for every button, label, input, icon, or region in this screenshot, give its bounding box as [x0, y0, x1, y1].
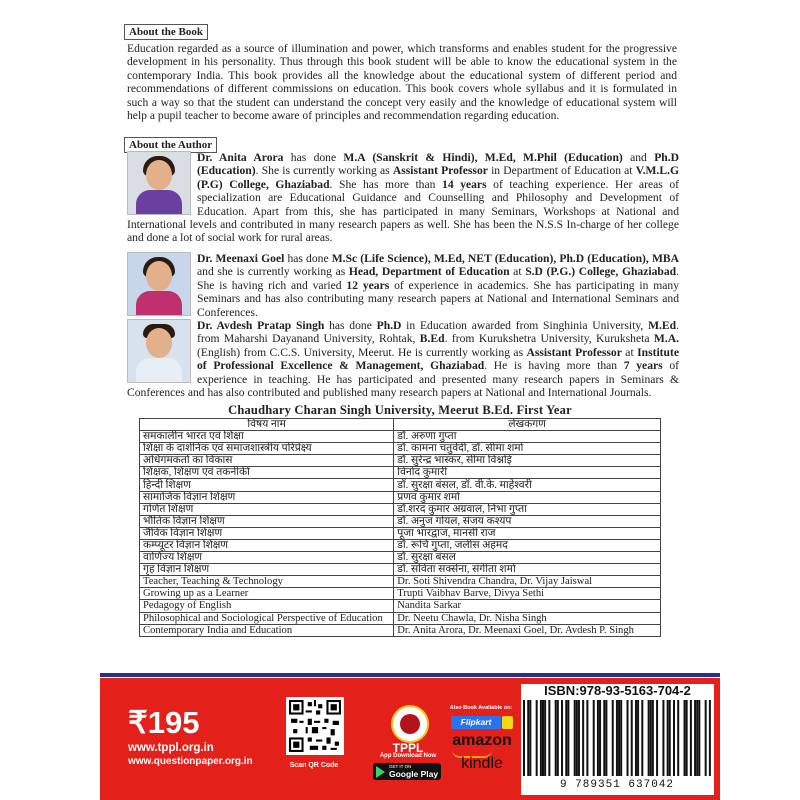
barcode-bar — [544, 700, 546, 776]
isbn: ISBN:978-93-5163-704-2 — [544, 683, 691, 698]
barcode-bar — [648, 700, 650, 776]
barcode-bar — [686, 700, 688, 776]
authors-cell: Dr. Soti Shivendra Chandra, Dr. Vijay Jaiswal — [394, 576, 661, 588]
subject-cell: Pedagogy of English — [140, 600, 394, 612]
qr-code-icon — [289, 700, 341, 752]
subject-cell: अधिगमकर्ता का विकास — [140, 455, 394, 467]
also-available-label: Also Book Available on: — [449, 705, 513, 711]
subject-cell: शिक्षा के दार्शनिक एवं समाजशास्त्रीय परिप्रेक्ष्य — [140, 443, 394, 455]
table-header-row — [140, 419, 661, 431]
barcode-bar — [637, 700, 639, 776]
barcode-bar — [540, 700, 542, 776]
authors-cell: डॉ.शरद कुमार अग्रवाल, निभा गुप्ता — [394, 503, 661, 515]
barcode-bar — [523, 700, 525, 776]
subject-cell: Teacher, Teaching & Technology — [140, 576, 394, 588]
authors-cell: डॉ. अरुणा गुप्ता — [394, 431, 661, 443]
barcode-bar — [684, 700, 686, 776]
barcode-bar — [593, 700, 595, 776]
website-link[interactable]: www.tppl.org.in — [128, 742, 214, 754]
column-header: लेखकगण — [394, 419, 661, 431]
subject-cell: जैविक विज्ञान शिक्षण — [140, 527, 394, 539]
table-row — [140, 564, 661, 576]
table-row — [140, 539, 661, 551]
barcode-bar — [669, 700, 671, 776]
barcode-bar — [555, 700, 557, 776]
authors-cell: डॉ. सुरेन्द्र भास्कर, सीमा विश्नोई — [394, 455, 661, 467]
barcode-bar — [574, 700, 576, 776]
authors-cell: Dr. Anita Arora, Dr. Meenaxi Goel, Dr. Avdesh P. Singh — [394, 624, 661, 636]
author-name: Dr. Meenaxi Goel — [197, 252, 285, 265]
authors-cell: विनोद कुमारी — [394, 467, 661, 479]
publisher-name: TPPL — [392, 741, 424, 755]
table-row — [140, 503, 661, 515]
subject-cell: Contemporary India and Education — [140, 624, 394, 636]
kindle-logo[interactable]: kindle — [461, 755, 503, 772]
barcode-bar — [618, 700, 620, 776]
barcode-bar — [548, 700, 550, 776]
barcode-bar — [635, 700, 637, 776]
barcode-bar — [650, 700, 652, 776]
barcode-bar — [656, 700, 658, 776]
authors-cell: डॉ. सुरक्षा बंसल, डॉ. वी.के. माहेश्वरी — [394, 479, 661, 491]
table-row — [140, 588, 661, 600]
table-row — [140, 455, 661, 467]
barcode-bar — [582, 700, 584, 776]
website-link[interactable]: www.questionpaper.org.in — [128, 756, 253, 767]
subject-cell: वाणिज्य शिक्षण — [140, 552, 394, 564]
barcode-bar — [565, 700, 567, 776]
barcode-bar — [603, 700, 605, 776]
barcode-number: 9 789351 637042 — [559, 779, 675, 791]
authors-cell: Dr. Neetu Chawla, Dr. Nisha Singh — [394, 612, 661, 624]
barcode-bar — [612, 700, 614, 776]
subject-cell: गृह विज्ञान शिक्षण — [140, 564, 394, 576]
table-row — [140, 576, 661, 588]
authors-cell: डॉ. रूचि गुप्ता, जलीस अहमद — [394, 539, 661, 551]
barcode-bar — [627, 700, 629, 776]
table-row — [140, 443, 661, 455]
table-row — [140, 624, 661, 636]
author-meenaxi-goel: Dr. Meenaxi Goel has done M.Sc (Life Science), M.Ed, NET (Education), Ph.D (Education), MBA and she is currently working as Head, Department of Education at S.D (P.G.) College, Ghaziabad. She is having rich and varied 12 years of experience in academics. She has participating in many Seminars and has also contributing many research papers at National and International Seminars and Conferences. — [127, 252, 679, 319]
google-play-button[interactable]: GET IT ON Google Play — [373, 763, 441, 780]
authors-cell: Trupti Vaibhav Barve, Divya Sethi — [394, 588, 661, 600]
about-author-heading: About the Author — [124, 137, 217, 153]
barcode-bar — [586, 700, 588, 776]
column-header: विषय नाम — [140, 419, 394, 431]
authors-cell: डॉ. सविता सक्सेना, संगीता शर्मा — [394, 564, 661, 576]
author-avdesh-singh: Dr. Avdesh Pratap Singh has done Ph.D in Education awarded from Singhinia University, M.Ed. from Maharshi Dayanand University, Rohtak, B.Ed. from Kurukshetra University, Kuruksheta M.A. (English) from C.C.S. University, Meerut. He is currently working as Assistant Professor at Institute of Professional Excellence & Management, Ghaziabad. He is having more than 7 years of experience in teaching. He has participated and presented many research papers in Seminars & Conferences and has also contributed and published many research papers at National and International Journals. — [127, 319, 680, 400]
syllabus-table — [139, 418, 661, 637]
about-book-text: Education regarded as a source of illumination and power, which transforms and enables student for the progressive development in his personality. Thus through this book student will be able to know the educational system in the contemporary India. This book provides all the knowledge about the educational system of different period and recommendations of different commissions on education. This book covers whole syllabus and it is formulated in such a way so that the student can understand the concept very easily and the knowledge of educational system will help a pupil teacher to become aware of principles and recommendation regarding education. — [127, 42, 677, 123]
table-row — [140, 527, 661, 539]
subject-cell: सामाजिक विज्ञान शिक्षण — [140, 491, 394, 503]
barcode-bar — [561, 700, 563, 776]
subject-cell: शिक्षक, शिक्षण एवं तकनीकी — [140, 467, 394, 479]
play-store-icon — [376, 766, 385, 778]
barcode-bar — [641, 700, 643, 776]
table-row — [140, 515, 661, 527]
subject-cell: हिन्दी शिक्षण — [140, 479, 394, 491]
footer-stripe — [100, 673, 720, 677]
authors-cell: Nandita Sarkar — [394, 600, 661, 612]
authors-cell: डॉ. अनुज गोयल, संजय कश्यप — [394, 515, 661, 527]
barcode-bar — [652, 700, 654, 776]
barcode-bar — [527, 700, 529, 776]
barcode-bar — [567, 700, 569, 776]
qr-label: Scan QR Code — [289, 762, 339, 769]
authors-cell: प्रणव कुमार शर्मा — [394, 491, 661, 503]
authors-cell: डॉ. कामना चतुर्वेदी, डॉ. सीमा शर्मा — [394, 443, 661, 455]
barcode-bar — [690, 700, 692, 776]
barcode-bar — [605, 700, 607, 776]
flipkart-bag-icon — [502, 716, 513, 729]
subject-cell: समकालीन भारत एवं शिक्षा — [140, 431, 394, 443]
barcode-bar — [696, 700, 698, 776]
about-book-heading: About the Book — [124, 24, 208, 40]
authors-cell: डॉ. सुरक्षा बंसल — [394, 552, 661, 564]
table-row — [140, 600, 661, 612]
barcode-bar — [597, 700, 599, 776]
subject-cell: कम्प्यूटर विज्ञान शिक्षण — [140, 539, 394, 551]
subject-cell: गणित शिक्षण — [140, 503, 394, 515]
barcode-bar — [616, 700, 618, 776]
author-anita-arora: Dr. Anita Arora has done M.A (Sanskrit & Hindi), M.Ed, M.Phil (Education) and Ph.D (Education). She is currently working as Assistant Professor in Department of Education at V.M.L.G (P.G) College, Ghaziabad. She has more than 14 years of teaching experience. Her areas of specialization are Educational Guidance and Counselling and Philosophy and Development of Education. Apart from this, she has participated in many Seminars, Workshops at National and International levels and contributed in many research papers as well. She has been the N.S.S In-charge of her college and done a lot of social work for rural areas. — [127, 151, 679, 245]
barcode-bar — [578, 700, 580, 776]
author-photo-avdesh — [127, 319, 191, 383]
tppl-logo-icon — [391, 705, 429, 743]
app-download-text: App Download Now — [379, 753, 437, 759]
barcode-bar — [542, 700, 544, 776]
barcode-bar — [536, 700, 538, 776]
flipkart-logo[interactable]: Flipkart — [451, 716, 501, 729]
barcode-bar — [709, 700, 711, 776]
table-row — [140, 479, 661, 491]
table-row — [140, 552, 661, 564]
author-photo-anita — [127, 151, 191, 215]
barcode-bar — [677, 700, 679, 776]
table-row — [140, 467, 661, 479]
barcode-bar — [662, 700, 664, 776]
author-name: Dr. Avdesh Pratap Singh — [197, 319, 325, 332]
subject-cell: Growing up as a Learner — [140, 588, 394, 600]
barcode-bar — [576, 700, 578, 776]
barcode-bar — [529, 700, 531, 776]
barcode-bar — [667, 700, 669, 776]
barcode-bar — [599, 700, 601, 776]
barcode-bar — [631, 700, 633, 776]
syllabus-title: Chaudhary Charan Singh University, Meerut B.Ed. First Year — [228, 403, 572, 417]
amazon-logo[interactable]: amazon — [452, 732, 512, 749]
table-row — [140, 491, 661, 503]
barcode — [523, 700, 711, 778]
barcode-bar — [557, 700, 559, 776]
table-row — [140, 431, 661, 443]
barcode-bar — [698, 700, 700, 776]
barcode-bar — [705, 700, 707, 776]
barcode-bar — [673, 700, 675, 776]
barcode-bar — [620, 700, 622, 776]
qr-code[interactable] — [286, 697, 344, 755]
table-row — [140, 612, 661, 624]
author-photo-meenaxi — [127, 252, 191, 316]
author-name: Dr. Anita Arora — [197, 151, 284, 164]
price: ₹195 — [128, 705, 200, 740]
subject-cell: Philosophical and Sociological Perspective of Education — [140, 612, 394, 624]
barcode-bar — [694, 700, 696, 776]
authors-cell: पूजा भारद्वाज, मानसी राज — [394, 527, 661, 539]
subject-cell: भौतिक विज्ञान शिक्षण — [140, 515, 394, 527]
